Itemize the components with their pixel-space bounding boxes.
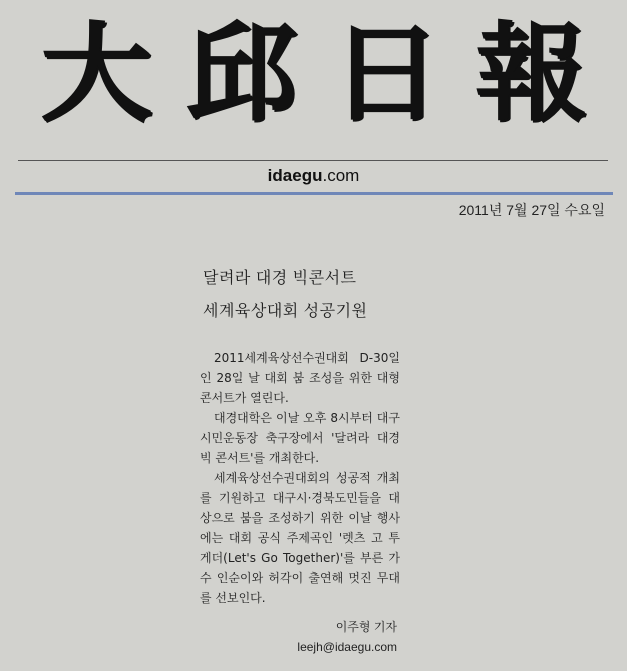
headline-secondary: 세계육상대회 성공기원 xyxy=(203,303,368,320)
article-body xyxy=(200,348,400,608)
masthead-char-2: 邱 xyxy=(185,11,297,136)
dateline: 2011년 7월 27일 수요일 xyxy=(458,202,605,218)
site-domain xyxy=(0,166,627,186)
article-paragraph-3: 세계육상선수권대회의 성공적 개최를 기원하고 대구시·경북도민들을 대상으로 붐을 조성하기 위한 이날 행사에는 대회 공식 주제곡인 '렛츠 고 투게더(Let's Go Together)'를 부른 가수 인순이와 허각이 출연해 멋진 무대를 선보인다. xyxy=(200,471,400,605)
top-rule xyxy=(18,160,608,161)
byline: 이주형 기자 xyxy=(335,620,397,634)
masthead-logo xyxy=(40,11,600,136)
domain-name: idaegu xyxy=(267,166,323,185)
masthead-char-1: 大 xyxy=(40,11,152,136)
article-paragraph-1: 2011세계육상선수권대회 D-30일인 28일 날 대회 붐 조성을 위한 대형 콘서트가 열린다. xyxy=(200,351,400,405)
domain-tld: .com xyxy=(322,166,360,185)
masthead-char-4: 報 xyxy=(475,11,587,136)
blue-rule xyxy=(15,192,613,195)
masthead-char-3: 日 xyxy=(330,11,442,136)
article-paragraph-2: 대경대학은 이날 오후 8시부터 대구시민운동장 축구장에서 '달려라 대경 빅 콘서트'를 개최한다. xyxy=(200,411,400,465)
author-email: leejh@idaegu.com xyxy=(297,640,397,654)
headline-primary: 달려라 대경 빅콘서트 xyxy=(203,270,357,287)
